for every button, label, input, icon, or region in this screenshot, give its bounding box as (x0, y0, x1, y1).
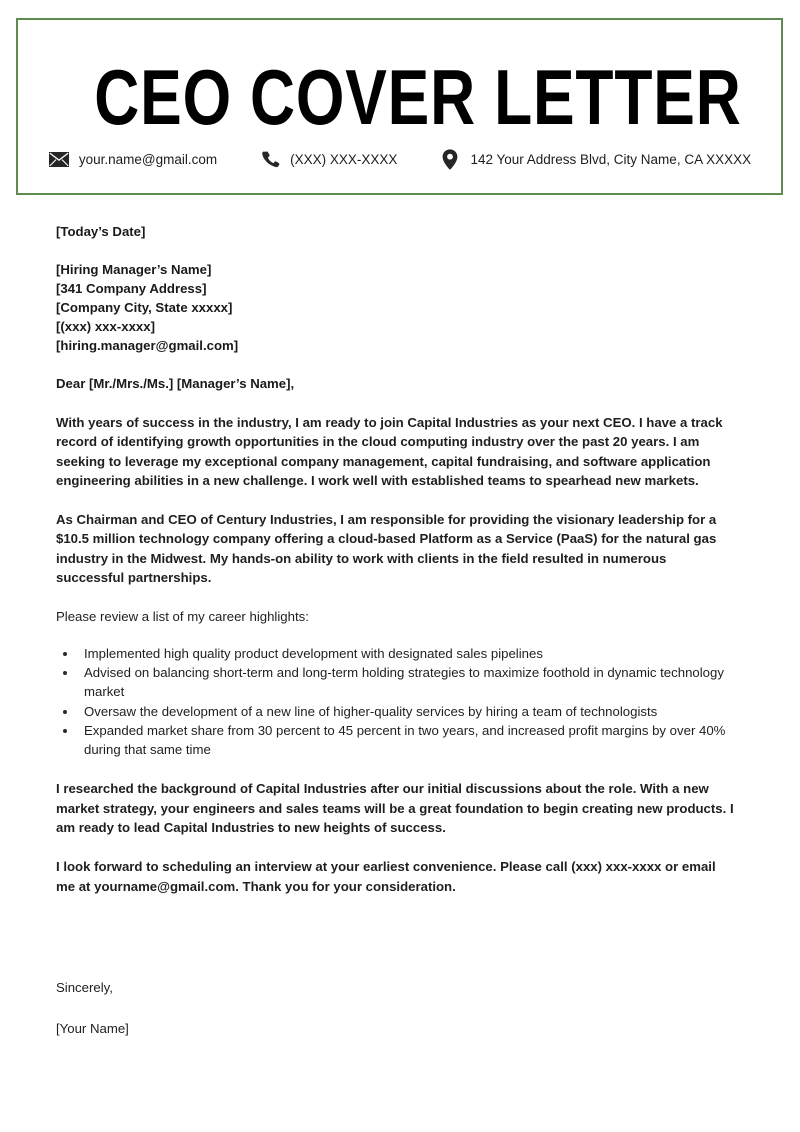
envelope-icon (48, 148, 70, 170)
letterhead-box (16, 18, 783, 195)
contact-phone[interactable] (259, 148, 397, 170)
date-block (56, 222, 738, 241)
body-paragraph-2: As Chairman and CEO of Century Industries, I am responsible for providing the visionary leadership for a $10.5 million technology company offering a cloud-based Platform as a Service (PaaS) for the natural gas industry in the Midwest. My hands-on ability to work with clients in the field resulted in numerous successful partnerships. (56, 512, 717, 586)
contact-email[interactable] (48, 148, 217, 170)
list-item: Expanded market share from 30 percent to 45 percent in two years, and increased profit margins by over 40% during that same time (56, 721, 738, 760)
list-item: Oversaw the development of a new line of higher-quality services by hiring a team of technologists (56, 702, 738, 721)
salutation: Dear [Mr./Mrs./Ms.] [Manager’s Name], (56, 376, 295, 391)
recipient-line-street: [341 Company Address] (56, 281, 207, 296)
contact-phone-value: (XXX) XXX-XXXX (290, 151, 398, 167)
contact-email-value: your.name@gmail.com (78, 151, 218, 167)
body-paragraph-1: With years of success in the industry, I am ready to join Capital Industries as your next CEO. I have a track record of identifying growth opportunities in the cloud computing industry over the past 20 years. I am seeking to leverage my exceptional company management, capital fundraising, and software application engineering abilities in a new challenge. I work well with established teams to spearhead new markets. (56, 415, 723, 488)
contact-row (18, 148, 781, 170)
closing-paragraph-2: I look forward to scheduling an interview at your earliest convenience. Please call (xxx) xxx-xxxx or email me at yourname@gmail.com. Thank you for your consideration. (56, 859, 716, 894)
contact-address[interactable] (439, 148, 751, 170)
phone-icon (259, 148, 281, 170)
recipient-line-phone: [(xxx) xxx-xxxx] (56, 319, 155, 334)
recipient-line-email: [hiring.manager@gmail.com] (56, 338, 239, 353)
recipient-line-name: [Hiring Manager’s Name] (56, 262, 212, 277)
page-title: CEO COVER LETTER (94, 53, 742, 141)
date-placeholder: [Today’s Date] (56, 224, 146, 239)
map-pin-icon (439, 148, 461, 170)
closing-paragraph-1: I researched the background of Capital Industries after our initial discussions about the role. With a new market strategy, your engineers and sales teams will be a great foundation to begin creating new products. I am ready to lead Capital Industries to new heights of success. (56, 781, 734, 836)
list-item: Advised on balancing short-term and long-term holding strategies to maximize foothold in dynamic technology market (56, 663, 738, 702)
signature-spacer (56, 916, 738, 978)
recipient-line-city: [Company City, State xxxxx] (56, 300, 233, 315)
letter-body (56, 222, 738, 1039)
career-highlights-list (56, 644, 738, 760)
contact-address-value: 142 Your Address Blvd, City Name, CA XXXXX (470, 151, 752, 167)
highlights-intro: Please review a list of my career highlights: (56, 609, 309, 625)
sign-off: Sincerely, (56, 979, 113, 995)
list-item: Implemented high quality product development with designated sales pipelines (56, 644, 738, 663)
recipient-block (56, 260, 738, 355)
signature-name: [Your Name] (56, 1021, 129, 1037)
